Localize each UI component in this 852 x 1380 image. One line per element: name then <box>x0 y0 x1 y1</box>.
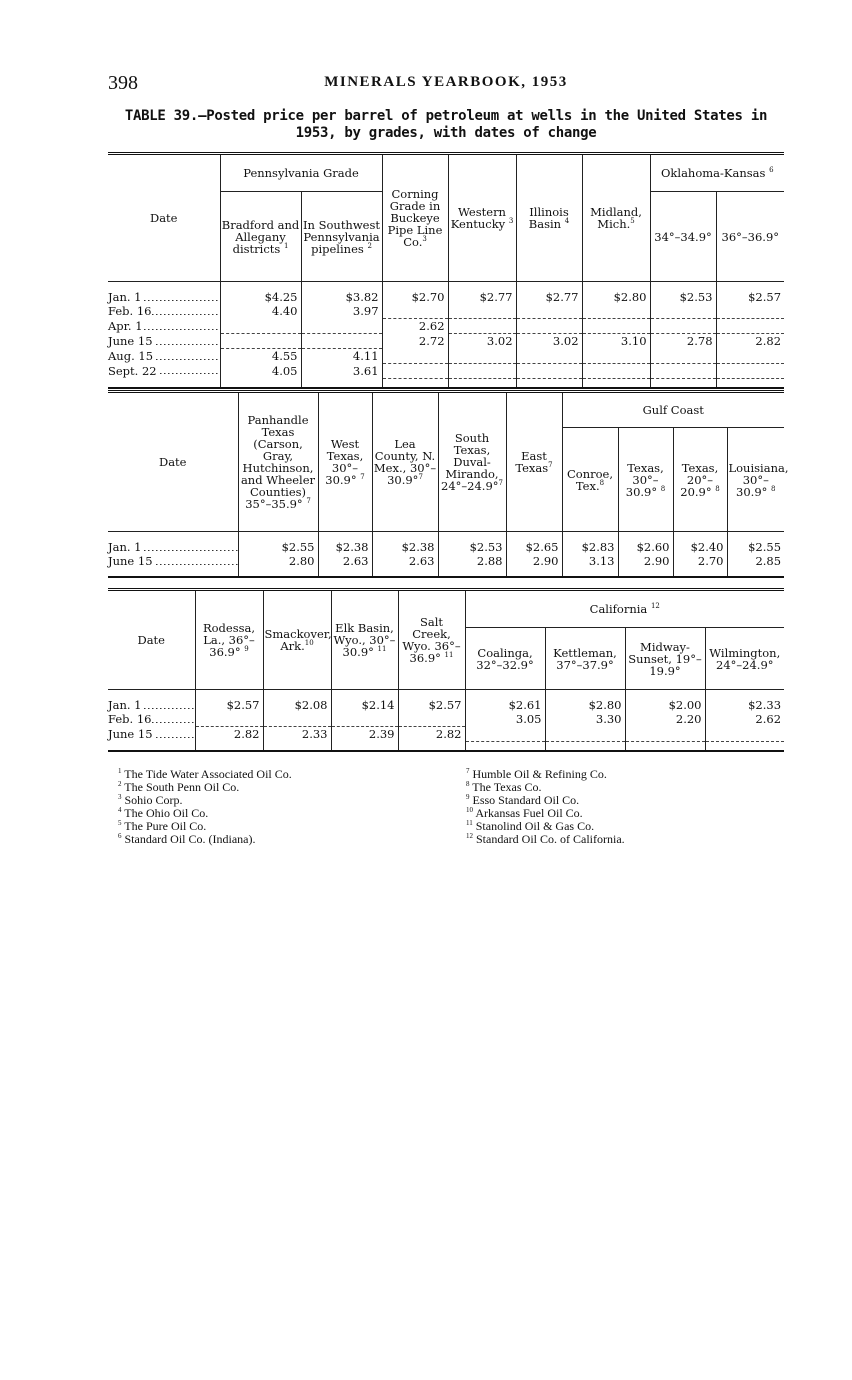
col-header-south-texas: South Texas, Duval-Mirando, 24°–24.9°$^7$ <box>438 392 506 532</box>
col-header-36: 36°–36.9° <box>716 192 784 282</box>
table-row <box>108 727 784 742</box>
date-header: Date <box>108 154 220 282</box>
price-cell: $2.57 <box>195 698 263 712</box>
price-cell: $2.80 <box>545 698 625 712</box>
row-date-text: June 15 <box>108 334 153 348</box>
footnote-number: 2 <box>118 780 122 788</box>
group-header-california: California $^{12}$ <box>465 590 784 628</box>
price-table-2 <box>108 390 789 578</box>
row-date <box>108 304 220 319</box>
footnote-number: 11 <box>466 819 473 827</box>
footnote-number: 8 <box>466 780 470 788</box>
price-cell <box>516 349 582 364</box>
price-cell: $2.38 <box>318 540 372 554</box>
price-cell: 4.40 <box>220 304 301 319</box>
price-cell: 4.11 <box>301 349 382 364</box>
price-cell: 2.72 <box>382 334 448 349</box>
price-cell: $2.14 <box>331 698 398 712</box>
row-date-text: Sept. 22 <box>108 363 157 378</box>
table-row <box>108 290 784 304</box>
price-cell <box>582 363 650 378</box>
table-row <box>108 698 784 712</box>
row-date-text: Aug. 15 <box>108 348 154 363</box>
table-row <box>108 334 784 349</box>
price-cell: $2.77 <box>448 290 516 304</box>
col-header-corning: Corning Grade in Buckeye Pipe Line Co.$^3$ <box>382 154 448 282</box>
price-cell <box>301 334 382 349</box>
price-cell: $2.38 <box>372 540 438 554</box>
footnote-number: 4 <box>118 806 122 814</box>
row-date-text: Jan. 1 <box>108 698 142 712</box>
price-cell: $2.61 <box>465 698 545 712</box>
col-header-midland: Midland, Mich.$^5$ <box>582 154 650 282</box>
table-title <box>108 108 784 142</box>
footnote-number: 9 <box>466 793 470 801</box>
footnote-text: The South Penn Oil Co. <box>124 780 240 794</box>
price-cell: 2.90 <box>506 554 562 568</box>
row-date-text: June 15 <box>108 554 153 568</box>
price-cell <box>382 349 448 364</box>
price-cell: $2.83 <box>562 540 618 554</box>
price-cell <box>545 727 625 742</box>
price-cell <box>516 304 582 319</box>
price-cell <box>263 712 331 727</box>
price-cell: 2.90 <box>618 554 673 568</box>
price-cell <box>448 363 516 378</box>
price-cell: 2.82 <box>195 727 263 742</box>
col-header-wilmington: Wilmington, 24°–24.9° <box>705 628 784 690</box>
price-table-1 <box>108 152 784 389</box>
table-row <box>108 349 784 364</box>
col-header-southwest-penn: In Southwest Pennsylvania pipelines $^2$ <box>301 192 382 282</box>
title-line-1: TABLE 39.—Posted price per barrel of petroleum at wells in the United States in <box>124 108 768 124</box>
footnote-text: The Pure Oil Co. <box>124 819 207 833</box>
price-cell: $2.57 <box>398 698 465 712</box>
price-table-3 <box>108 588 784 752</box>
date-header-3: Date <box>108 590 195 690</box>
col-header-salt-creek: Salt Creek, Wyo. 36°–36.9° $^{11}$ <box>398 590 465 690</box>
price-cell: 2.82 <box>398 727 465 742</box>
footnote-text: Sohio Corp. <box>124 793 183 807</box>
price-cell: $4.25 <box>220 290 301 304</box>
price-cell: $2.80 <box>582 290 650 304</box>
price-cell: 3.61 <box>301 363 382 378</box>
table-row <box>108 304 784 319</box>
price-cell: $2.53 <box>438 540 506 554</box>
group-header-oklahoma-kansas: Oklahoma-Kansas $^6$ <box>650 154 784 192</box>
col-header-kettleman: Kettleman, 37°–37.9° <box>545 628 625 690</box>
price-cell <box>716 304 784 319</box>
footnote-text: Standard Oil Co. (Indiana). <box>124 832 256 846</box>
price-cell: $3.82 <box>301 290 382 304</box>
price-cell <box>716 363 784 378</box>
price-cell: 3.02 <box>448 334 516 349</box>
price-cell <box>331 712 398 727</box>
row-date <box>108 363 220 378</box>
price-cell: 3.30 <box>545 712 625 727</box>
row-date-text: Apr. 1 <box>108 319 143 333</box>
footnote <box>466 833 625 846</box>
footnote-number: 12 <box>466 832 473 840</box>
footnote-text: The Ohio Oil Co. <box>124 806 209 820</box>
price-cell: $2.40 <box>673 540 727 554</box>
footnote-text: Stanolind Oil & Gas Co. <box>475 819 595 833</box>
row-date <box>108 319 220 334</box>
price-cell <box>220 319 301 334</box>
price-cell <box>650 349 716 364</box>
running-title: MINERALS YEARBOOK, 1953 <box>324 74 568 90</box>
col-header-coalinga: Coalinga, 32°–32.9° <box>465 628 545 690</box>
price-cell <box>382 304 448 319</box>
price-cell: 2.62 <box>382 319 448 334</box>
price-cell: $2.08 <box>263 698 331 712</box>
col-header-elk-basin: Elk Basin, Wyo., 30°–30.9° $^{11}$ <box>331 590 398 690</box>
footnote-text: Humble Oil & Refining Co. <box>472 767 607 781</box>
table-row <box>108 363 784 378</box>
footnote-number: 10 <box>466 806 473 814</box>
price-cell: $2.55 <box>238 540 318 554</box>
page-header <box>108 72 784 96</box>
table-row <box>108 712 784 727</box>
price-cell: 2.82 <box>716 334 784 349</box>
price-cell: 2.20 <box>625 712 705 727</box>
table-row <box>108 554 784 568</box>
date-header-2: Date <box>108 392 238 532</box>
row-date-text: Feb. 16 <box>108 304 152 319</box>
footnotes-right <box>466 768 625 846</box>
price-cell: 2.39 <box>331 727 398 742</box>
footnote-text: Esso Standard Oil Co. <box>472 793 580 807</box>
col-header-east-texas: East Texas$^7$ <box>506 392 562 532</box>
price-cell: 2.85 <box>727 554 784 568</box>
price-cell: $2.77 <box>516 290 582 304</box>
col-header-midway-sunset: Midway-Sunset, 19°–19.9° <box>625 628 705 690</box>
price-cell: 3.97 <box>301 304 382 319</box>
col-header-illinois: Illinois Basin $^4$ <box>516 154 582 282</box>
price-cell: 3.02 <box>516 334 582 349</box>
price-cell <box>448 304 516 319</box>
price-cell: 2.88 <box>438 554 506 568</box>
col-header-bradford: Bradford and Allegany districts $^1$ <box>220 192 301 282</box>
group-header-gulf-coast: Gulf Coast <box>562 392 784 428</box>
row-date <box>108 698 195 712</box>
price-cell: 2.80 <box>238 554 318 568</box>
table-row <box>108 540 784 554</box>
row-date <box>108 712 195 727</box>
col-header-34: 34°–34.9° <box>650 192 716 282</box>
row-date <box>108 540 238 554</box>
col-header-lea-county: Lea County, N. Mex., 30°–30.9°$^7$ <box>372 392 438 532</box>
col-header-west-texas: West Texas, 30°–30.9° $^7$ <box>318 392 372 532</box>
title-line-2: 1953, by grades, with dates of change <box>295 125 597 141</box>
price-cell <box>650 304 716 319</box>
price-cell: 3.10 <box>582 334 650 349</box>
price-cell: 4.05 <box>220 363 301 378</box>
price-cell <box>448 319 516 334</box>
price-cell <box>516 363 582 378</box>
row-date <box>108 349 220 364</box>
row-date-text: Jan. 1 <box>108 540 142 554</box>
price-cell <box>582 349 650 364</box>
price-cell <box>582 304 650 319</box>
price-cell: 2.78 <box>650 334 716 349</box>
price-cell <box>448 349 516 364</box>
row-date-text: Jan. 1 <box>108 290 142 304</box>
col-header-louisiana: Louisiana, 30°–30.9° $^8$ <box>727 428 784 532</box>
price-cell: 3.05 <box>465 712 545 727</box>
footnote-number: 5 <box>118 819 122 827</box>
price-cell: 2.33 <box>263 727 331 742</box>
price-cell: $2.55 <box>727 540 784 554</box>
price-cell: 4.55 <box>220 349 301 364</box>
price-cell: 3.13 <box>562 554 618 568</box>
price-cell <box>582 319 650 334</box>
price-cell <box>705 727 784 742</box>
price-cell <box>465 727 545 742</box>
price-cell <box>220 334 301 349</box>
footnote-number: 3 <box>118 793 122 801</box>
row-date <box>108 727 195 742</box>
row-date <box>108 334 220 349</box>
price-cell: $2.65 <box>506 540 562 554</box>
price-cell <box>382 363 448 378</box>
row-date <box>108 554 238 568</box>
footnote-number: 6 <box>118 832 122 840</box>
price-cell: $2.60 <box>618 540 673 554</box>
price-cell <box>516 319 582 334</box>
price-cell: 2.63 <box>372 554 438 568</box>
row-date <box>108 290 220 304</box>
col-header-texas-20: Texas, 20°–20.9° $^8$ <box>673 428 727 532</box>
price-cell: $2.70 <box>382 290 448 304</box>
footnote-text: The Texas Co. <box>472 780 542 794</box>
price-cell: $2.53 <box>650 290 716 304</box>
col-header-smackover: Smackover, Ark.$^{10}$ <box>263 590 331 690</box>
row-date-text: June 15 <box>108 726 153 741</box>
price-cell <box>301 319 382 334</box>
price-cell <box>716 319 784 334</box>
row-date-text: Feb. 16 <box>108 712 152 727</box>
price-cell <box>625 727 705 742</box>
price-cell <box>195 712 263 727</box>
footnote-number: 7 <box>466 767 470 775</box>
footnote-number: 1 <box>118 767 122 775</box>
price-cell <box>398 712 465 727</box>
group-header-pennsylvania: Pennsylvania Grade <box>220 154 382 192</box>
col-header-panhandle: Panhandle Texas (Carson, Gray, Hutchinson, and Wheeler Counties) 35°–35.9° $^7$ <box>238 392 318 532</box>
price-cell: 2.70 <box>673 554 727 568</box>
price-cell: 2.62 <box>705 712 784 727</box>
footnote-text: The Tide Water Associated Oil Co. <box>124 767 292 781</box>
price-cell: $2.33 <box>705 698 784 712</box>
price-cell: $2.57 <box>716 290 784 304</box>
price-cell <box>650 363 716 378</box>
col-header-western-kentucky: Western Kentucky $^3$ <box>448 154 516 282</box>
page-number: 398 <box>108 72 138 94</box>
price-cell: 2.63 <box>318 554 372 568</box>
footnote-text: Arkansas Fuel Oil Co. <box>475 806 583 820</box>
col-header-conroe: Conroe, Tex.$^8$ <box>562 428 618 532</box>
footnote-text: Standard Oil Co. of California. <box>476 832 625 846</box>
footnotes-left <box>118 768 292 846</box>
col-header-rodessa: Rodessa, La., 36°–36.9° $^9$ <box>195 590 263 690</box>
table-row <box>108 319 784 334</box>
footnote <box>118 833 292 846</box>
price-cell <box>716 349 784 364</box>
price-cell: $2.00 <box>625 698 705 712</box>
col-header-texas-30: Texas, 30°–30.9° $^8$ <box>618 428 673 532</box>
price-cell <box>650 319 716 334</box>
